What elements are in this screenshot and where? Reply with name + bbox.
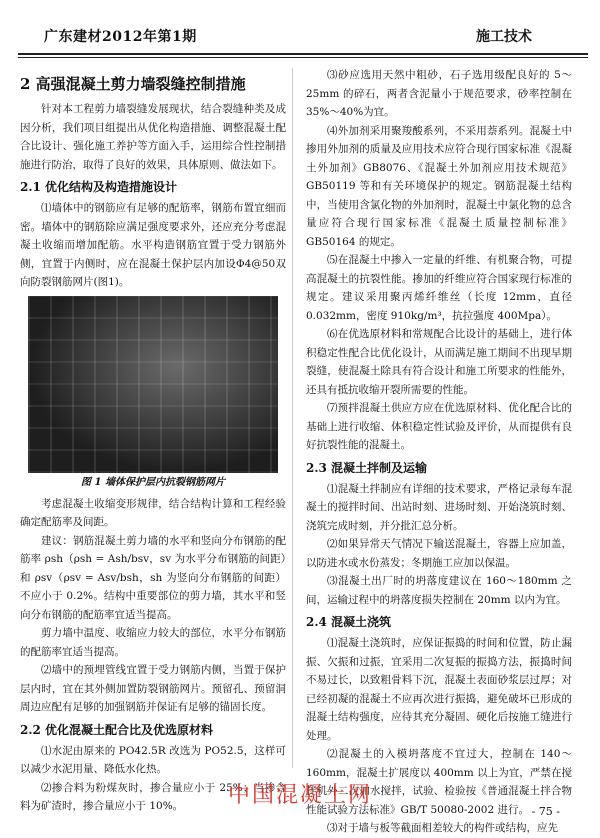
paragraph: ⑴混凝土拌制应有详细的技术要求，严格记录每车混凝土的搅拌时间、出站时刻、进场时刻、开始浇筑时刻、浇筑完成时刻，并分批汇总分析。 xyxy=(306,482,572,532)
paragraph: ⑸在混凝土中掺入一定量的纤维、有机聚合物，可提高混凝土的抗裂性能。掺加的纤维应符合国家现行标准的规定。建议采用聚丙烯纤维丝（长度 12mm，直径 0.032mm，密度 910kg/m³，抗拉强度 400Mpa）。 xyxy=(306,254,572,322)
journal-title: 广东建材2012年第1期 xyxy=(44,29,197,45)
watermark-text: 中国混凝土网 xyxy=(227,783,372,808)
paragraph: 考虑混凝土收缩变形规律，结合结构计算和工程经验确定配筋率及间距。 xyxy=(20,497,286,528)
paragraph: ⑶对于墙与板等截面相差较大的构件或结构，应先 xyxy=(327,822,558,834)
paragraph: 建议：钢筋混凝土剪力墙的水平和竖向分布钢筋的配筋率 ρsh（ρsh = Ash/bsv，sv 为水平分布钢筋的间距）和 ρsv（ρsv = Asv/bsh，sh 为竖向分布钢筋的间距）不应小于 0.2%。结构中重要部位的剪力墙，其水平和竖向分布钢筋的配筋率宜适当提高。 xyxy=(20,534,286,621)
paragraph: ⑵墙中的预埋管线宜置于受力钢筋内侧，当置于保护层内时，宜在其外侧加置防裂钢筋网片。预留孔、预留洞周边应配有足够的加强钢筋并保证有足够的锚固长度。 xyxy=(20,664,286,713)
subsection-heading-2-4: 2.4 混凝土浇筑 xyxy=(306,615,392,629)
paragraph: ⑵如果异常天气情况下输送混凝土，容器上应加盖，以防进水或水份蒸发；冬期施工应加以保温。 xyxy=(306,538,572,569)
page-header xyxy=(0,0,600,58)
header-rule-thin xyxy=(18,57,588,58)
header-rule xyxy=(18,53,588,55)
subsection-heading-2-1: 2.1 优化结构及构造措施设计 xyxy=(20,180,178,194)
rebar-mesh-image xyxy=(28,296,278,473)
section-heading: 2 高强混凝土剪力墙裂缝控制措施 xyxy=(20,75,246,93)
left-column xyxy=(20,66,286,816)
paragraph: 剪力墙中温度、收缩应力较大的部位，水平分布钢筋的配筋率宜适当提高。 xyxy=(20,627,286,658)
paragraph: ⑹在优选原材料和常规配合比设计的基础上，进行体积稳定性配合比优化设计，从而满足施工期间不出现早期裂缝，使混凝土除具有符合设计和施工所要求的性能外，还具有抵抗收缩开裂所需要的性能。 xyxy=(306,328,572,396)
page-number: - 75 - xyxy=(531,805,560,818)
paragraph: ⑶混凝土出厂时的坍落度建议在 160～180mm 之间，运输过程中的坍落度损失控制在 20mm 以内为宜。 xyxy=(306,575,572,606)
paragraph: ⑺预拌混凝土供应方应在优选原材料、优化配合比的基础上进行收缩、体积稳定性试验及评价，从而提供有良好抗裂性能的混凝土。 xyxy=(306,402,572,451)
figure-rebar-mesh-photo xyxy=(28,296,278,473)
paragraph: ⑵混凝土的入模坍落度不宜过大，控制在 140～160mm，混凝土扩展度以 400mm 以上为宜，严禁在搅拌机外二次加水搅拌，试验、检验按《普通混凝土拌合物性能试验方法标准》GB/T 50080-2002 进行。 xyxy=(306,748,572,816)
section-title: 施工技术 xyxy=(476,29,532,45)
right-column xyxy=(306,66,572,838)
intro-paragraph: 针对本工程剪力墙裂缝发展现状，结合裂缝种类及成因分析，我们项目组提出从优化构造措施、调整混凝土配合比设计、强化施工养护等方面入手，运用综合性控制措施进行防治，取得了良好的效果，具体原则、做法如下。 xyxy=(20,103,286,171)
paragraph: ⑷外加剂采用聚羧酸系列，不采用萘系列。混凝土中掺用外加剂的质量及应用技术应符合现行国家标准《混凝土外加剂》GB8076、《混凝土外加剂应用技术规范》GB50119 等和有关环境保护的规定。钢筋混凝土结构中，当使用含氯化物的外加剂时，混凝土中氯化物的总含量应符合现行国家标准《混凝土质量控制标准》GB50164 的规定。 xyxy=(306,124,572,248)
column-divider xyxy=(292,68,293,768)
paragraph: ⑴墙体中的钢筋应有足够的配筋率，钢筋布置宜细而密。墙体中的钢筋除应满足强度要求外，还应充分考虑混凝土收缩而增加配筋。水平构造钢筋宜置于受力钢筋外侧，宜置于内侧时，应在混凝土保护层内加设Φ4@50双向防裂钢筋网片(图1)。 xyxy=(20,202,286,288)
figure-caption: 图 1 墙体保护层内抗裂钢筋网片 xyxy=(81,476,225,488)
paragraph: ⑶砂应选用天然中粗砂，石子选用级配良好的 5～25mm 的碎石，两者含泥量小于规范要求，砂率控制在 35%～40%为宜。 xyxy=(306,69,572,118)
subsection-heading-2-2: 2.2 优化混凝土配合比及优选原材料 xyxy=(20,722,214,737)
paragraph: ⑴水泥由原来的 PO42.5R 改选为 PO52.5，这样可以减少水泥用量、降低水化热。 xyxy=(20,744,286,775)
subsection-heading-2-3: 2.3 混凝土拌制及运输 xyxy=(306,460,428,475)
paragraph: ⑵掺合料为粉煤灰时，掺合量应小于 25%；当掺合料为矿渣时，掺合量应小于 10%。 xyxy=(20,781,286,812)
paragraph: ⑴混凝土浇筑时，应保证振捣的时间和位置，防止漏振、欠振和过振，宜采用二次复振的振捣方法，振捣时间不易过长，以致粗骨料下沉，混凝土表面砂浆层过厚；对已经初凝的混凝土不应再次进行振捣，避免破坏已形成的混凝土结构强度，应待其充分凝固、硬化后按施工缝进行处理。 xyxy=(306,637,572,742)
